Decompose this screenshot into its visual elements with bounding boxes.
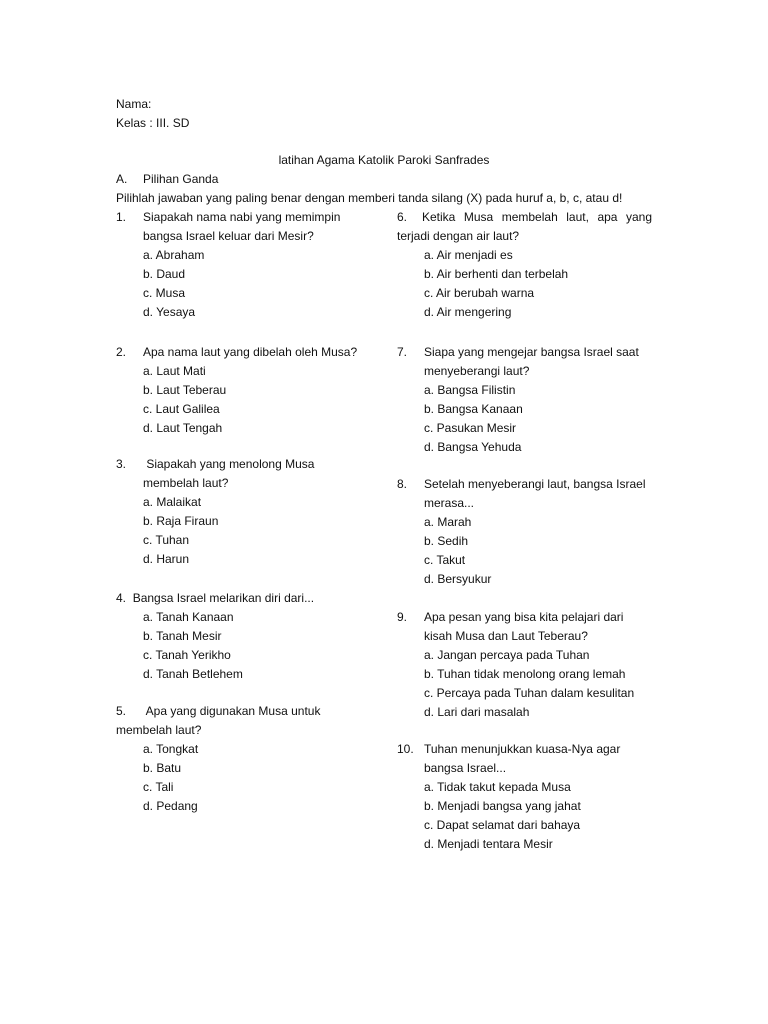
question-text-line: kisah Musa dan Laut Teberau? [424,629,588,643]
answer-option: d. Pedang [143,799,198,813]
answer-option: a. Abraham [143,248,205,262]
answer-option: c. Percaya pada Tuhan dalam kesulitan [424,686,635,700]
answer-option: a. Malaikat [143,495,202,509]
answer-option: b. Air berhenti dan terbelah [424,267,569,281]
answer-option: c. Tuhan [143,533,190,547]
section-name: Pilihan Ganda [143,172,219,186]
question-text-line: Siapakah yang menolong Musa [143,457,315,471]
question-text-line: bangsa Israel keluar dari Mesir? [143,229,314,243]
answer-option: d. Laut Tengah [143,421,223,435]
answer-option: b. Tanah Mesir [143,629,222,643]
question-text-line: Ketika Musa membelah laut, apa yang [422,210,652,224]
question-8 [397,475,652,589]
question-text-line: Siapa yang mengejar bangsa Israel saat [424,345,639,359]
question-4 [116,589,366,684]
question-text-line: terjadi dengan air laut? [397,229,520,243]
question-number: 4. [116,591,127,605]
answer-option: a. Bangsa Filistin [424,383,516,397]
question-number: 10. [397,742,414,756]
question-number: 1. [116,210,127,224]
answer-option: c. Dapat selamat dari bahaya [424,818,581,832]
question-number: 2. [116,345,127,359]
answer-option: a. Marah [424,515,472,529]
answer-option: b. Menjadi bangsa yang jahat [424,799,581,813]
question-text-line: Apa pesan yang bisa kita pelajari dari [424,610,624,624]
answer-option: a. Tidak takut kepada Musa [424,780,571,794]
answer-option: a. Tongkat [143,742,199,756]
answer-option: c. Musa [143,286,186,300]
question-9 [397,608,652,722]
answer-option: b. Sedih [424,534,469,548]
question-text-line: Bangsa Israel melarikan diri dari... [132,591,315,605]
question-text-line: menyeberangi laut? [424,364,530,378]
question-text-line: membelah laut? [116,723,202,737]
answer-option: b. Bangsa Kanaan [424,402,523,416]
answer-option: b. Tuhan tidak menolong orang lemah [424,667,626,681]
answer-option: d. Lari dari masalah [424,705,530,719]
answer-option: c. Pasukan Mesir [424,421,517,435]
answer-option: c. Laut Galilea [143,402,220,416]
answer-option: d. Menjadi tentara Mesir [424,837,553,851]
answer-option: b. Raja Firaun [143,514,219,528]
question-text-line: bangsa Israel... [424,761,507,775]
question-number: 9. [397,610,408,624]
question-number: 6. [397,210,408,224]
question-2 [116,343,366,438]
answer-option: a. Air menjadi es [424,248,513,262]
answer-option: a. Laut Mati [143,364,206,378]
question-3 [116,455,366,569]
answer-option: b. Daud [143,267,186,281]
question-7 [397,343,652,457]
question-number: 3. [116,457,127,471]
answer-option: b. Batu [143,761,182,775]
answer-option: a. Jangan percaya pada Tuhan [424,648,590,662]
section-heading [116,170,218,189]
answer-option: a. Tanah Kanaan [143,610,234,624]
answer-option: c. Takut [424,553,466,567]
question-text-line: Tuhan menunjukkan kuasa-Nya agar [424,742,621,756]
question-text-line: Setelah menyeberangi laut, bangsa Israel [424,477,646,491]
answer-option: d. Harun [143,552,190,566]
question-number: 7. [397,345,408,359]
answer-option: d. Air mengering [424,305,512,319]
section-letter: A. [116,172,128,186]
answer-option: b. Laut Teberau [143,383,227,397]
question-text-line: Apa nama laut yang dibelah oleh Musa? [143,345,358,359]
answer-option: d. Tanah Betlehem [143,667,243,681]
question-text-line: Apa yang digunakan Musa untuk [143,704,321,718]
question-10 [397,740,652,854]
question-number: 8. [397,477,408,491]
question-1 [116,208,366,322]
question-5 [116,702,366,816]
answer-option: d. Bersyukur [424,572,492,586]
name-label: Nama: [116,97,152,111]
answer-option: c. Air berubah warna [424,286,535,300]
worksheet-title: latihan Agama Katolik Paroki Sanfrades [278,153,490,167]
question-text-line: membelah laut? [143,476,229,490]
class-label: Kelas : III. SD [116,116,190,130]
answer-option: d. Bangsa Yehuda [424,440,522,454]
instruction-text: Pilihlah jawaban yang paling benar dengan memberi tanda silang (X) pada huruf a, b, c, atau d! [116,191,623,205]
answer-option: c. Tali [143,780,174,794]
question-text-line: Siapakah nama nabi yang memimpin [143,210,341,224]
question-6 [397,208,652,322]
answer-option: c. Tanah Yerikho [143,648,231,662]
answer-option: d. Yesaya [143,305,196,319]
question-number: 5. [116,704,127,718]
question-text-line: merasa... [424,496,475,510]
